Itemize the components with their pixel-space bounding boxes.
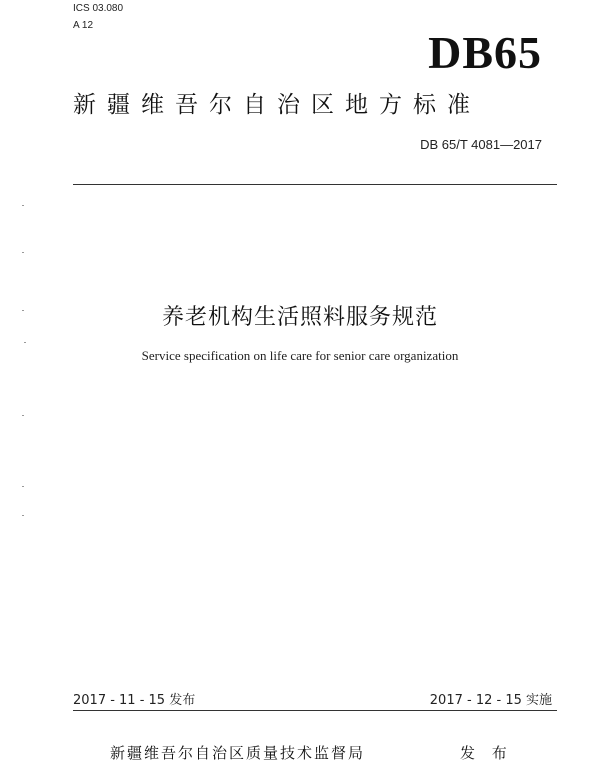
scan-speck [22,515,24,516]
standard-logo: DB65 [428,27,542,78]
publish-label: 发 布 [460,744,513,762]
ics-code: ICS 03.080 [73,3,124,14]
standard-number: DB 65/T 4081—2017 [420,137,542,152]
bottom-divider [73,710,557,711]
scan-speck [22,310,24,311]
scan-speck [22,252,24,253]
scan-speck [24,342,26,343]
scan-speck [22,205,24,206]
implementation-date: 2017 - 12 - 15 实施 [429,693,552,708]
document-title-english: Service specification on life care for senior care organization [141,348,459,363]
issue-date: 2017 - 11 - 15 发布 [73,693,196,708]
standard-type-heading: 新疆维吾尔自治区地方标准 [73,92,481,118]
scan-speck [22,486,24,487]
top-divider [73,184,557,185]
scan-speck [22,415,24,416]
issuing-authority: 新疆维吾尔自治区质量技术监督局 [110,744,366,762]
document-title-chinese: 养老机构生活照料服务规范 [161,305,438,330]
ccs-code: A 12 [73,20,94,31]
